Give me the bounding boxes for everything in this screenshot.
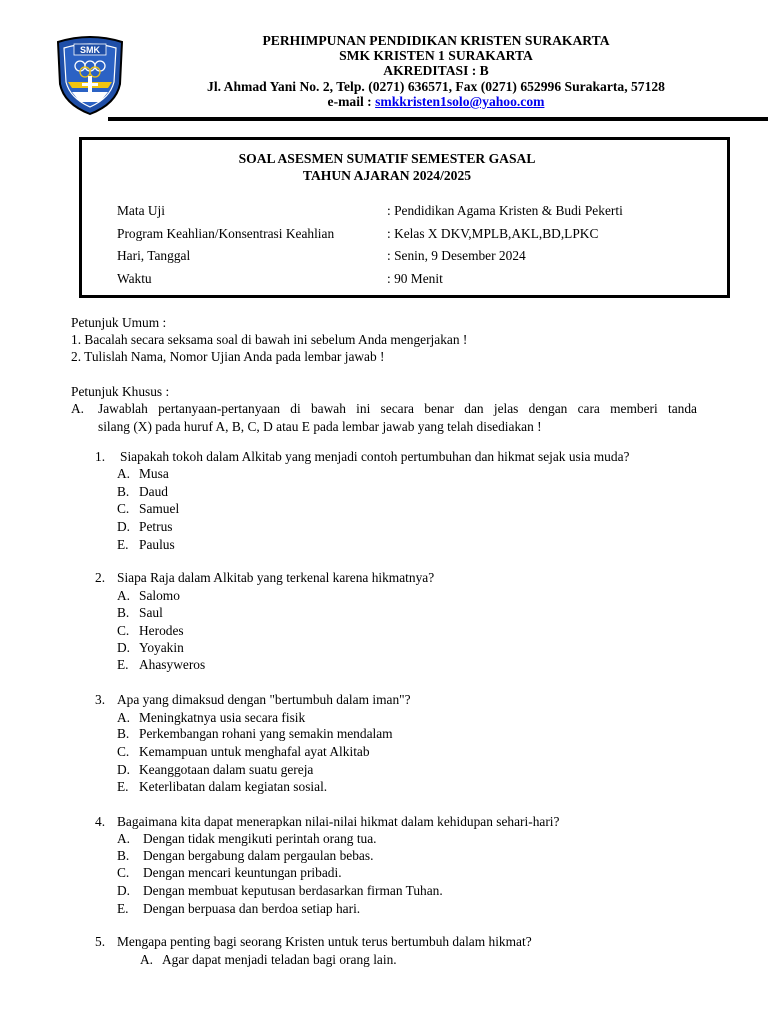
option-letter: C. [117,501,130,516]
option-letter: C. [117,865,130,880]
option-letter: A. [117,466,131,481]
specific-instruction-marker: A. [71,401,85,416]
general-instruction-item: 2. Tulislah Nama, Nomor Ujian Anda pada lembar jawab ! [71,349,385,364]
question-number: 2. [95,570,106,585]
option-text: Dengan tidak mengikuti perintah orang tua. [143,831,377,846]
question-text: Siapakah tokoh dalam Alkitab yang menjadi contoh pertumbuhan dan hikmat sejak usia muda? [120,449,630,464]
option-letter: C. [117,744,130,759]
specific-instruction-line: silang (X) pada huruf A, B, C, D atau E pada lembar jawab yang telah disediakan ! [98,419,542,434]
email-link[interactable]: smkkristen1solo@yahoo.com [375,94,545,109]
info-value-subject: : Pendidikan Agama Kristen & Budi Pekerti [387,203,623,218]
header-accreditation: AKREDITASI : B [383,63,489,78]
option-text: Dengan membuat keputusan berdasarkan firman Tuhan. [143,883,443,898]
option-letter: A. [117,588,131,603]
email-label: e-mail : [327,94,376,109]
option-letter: D. [117,640,131,655]
option-text: Keanggotaan dalam suatu gereja [139,762,314,777]
header-school-name: SMK KRISTEN 1 SURAKARTA [339,48,533,63]
option-text: Kemampuan untuk menghafal ayat Alkitab [139,744,370,759]
info-label-subject: Mata Uji [117,203,165,218]
option-letter: E. [117,657,129,672]
info-label-program: Program Keahlian/Konsentrasi Keahlian [117,226,335,241]
question-text: Bagaimana kita dapat menerapkan nilai-nilai hikmat dalam kehidupan sehari-hari? [117,814,560,829]
option-letter: B. [117,605,130,620]
option-text: Dengan berpuasa dan berdoa setiap hari. [143,901,361,916]
specific-instruction-line: Jawablah pertanyaan-pertanyaan di bawah ini secara benar dan jelas dengan cara memberi tanda [98,401,697,416]
specific-instructions-title: Petunjuk Khusus : [71,384,170,399]
question-text: Apa yang dimaksud dengan "bertumbuh dalam iman"? [117,692,411,707]
option-letter: C. [117,623,130,638]
question-number: 4. [95,814,106,829]
option-letter: E. [117,901,129,916]
option-text: Petrus [139,519,173,534]
question-text: Siapa Raja dalam Alkitab yang terkenal karena hikmatnya? [117,570,435,585]
option-letter: B. [117,848,130,863]
exam-info-box [79,137,730,298]
header-divider [108,117,768,121]
option-text: Dengan bergabung dalam pergaulan bebas. [143,848,374,863]
option-text: Ahasyweros [139,657,206,672]
option-letter: B. [117,484,130,499]
option-letter: D. [117,519,131,534]
question-number: 3. [95,692,106,707]
header-organization: PERHIMPUNAN PENDIDIKAN KRISTEN SURAKARTA [262,33,610,48]
option-text: Saul [139,605,163,620]
info-value-time: : 90 Menit [387,271,443,286]
option-text: Herodes [139,623,184,638]
info-value-date: : Senin, 9 Desember 2024 [387,248,526,263]
option-text: Musa [139,466,169,481]
option-letter: A. [140,952,154,967]
option-text: Keterlibatan dalam kegiatan sosial. [139,779,328,794]
option-text: Daud [139,484,169,499]
option-letter: B. [117,726,130,741]
info-value-program: : Kelas X DKV,MPLB,AKL,BD,LPKC [387,226,599,241]
question-number: 5. [95,934,106,949]
info-label-time: Waktu [117,271,152,286]
header-email-line [72,94,768,110]
option-letter: A. [117,710,131,725]
header-address: Jl. Ahmad Yani No. 2, Telp. (0271) 636571, Fax (0271) 652996 Surakarta, 57128 [207,79,665,94]
option-letter: D. [117,883,131,898]
option-text: Paulus [139,537,175,552]
option-text: Agar dapat menjadi teladan bagi orang lain. [162,952,397,967]
option-text: Meningkatnya usia secara fisik [139,710,306,725]
general-instructions-title: Petunjuk Umum : [71,315,167,330]
exam-title: SOAL ASESMEN SUMATIF SEMESTER GASAL [238,151,536,166]
option-text: Salomo [139,588,180,603]
question-number: 1. [95,449,106,464]
option-letter: A. [117,831,131,846]
logo-lettering: SMK [80,45,100,55]
option-text: Perkembangan rohani yang semakin mendalam [139,726,393,741]
option-text: Samuel [139,501,180,516]
general-instruction-item: 1. Bacalah secara seksama soal di bawah ini sebelum Anda mengerjakan ! [71,332,468,347]
exam-year: TAHUN AJARAN 2024/2025 [302,168,472,183]
option-letter: E. [117,537,129,552]
info-label-date: Hari, Tanggal [117,248,191,263]
option-text: Yoyakin [139,640,184,655]
question-text: Mengapa penting bagi seorang Kristen untuk terus bertumbuh dalam hikmat? [117,934,532,949]
option-letter: E. [117,779,129,794]
option-letter: D. [117,762,131,777]
option-text: Dengan mencari keuntungan pribadi. [143,865,342,880]
